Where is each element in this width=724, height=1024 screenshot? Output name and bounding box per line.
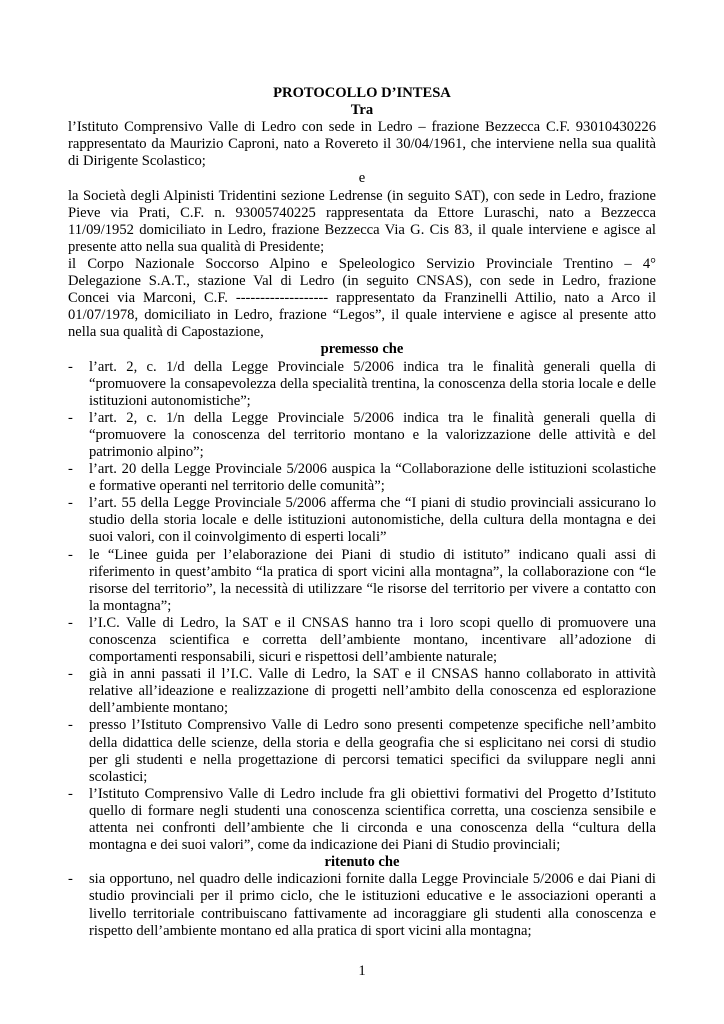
text-line: Pieve via Prati, C.F. n. 93005740225 rappresentata da Ettore Luraschi, nato a Bezzecca <box>68 204 656 221</box>
text-line: l’Istituto Comprensivo Valle di Ledro con sede in Ledro – frazione Bezzecca C.F. 93010430226 <box>68 119 656 136</box>
text-line: “promuovere la consapevolezza della specialità trentina, la conoscenza della storia locale e delle <box>89 375 656 392</box>
text-line: la Società degli Alpinisti Tridentini sezione Ledrense (in seguito SAT), con sede in Ledro, frazione <box>68 187 656 204</box>
list-item <box>68 786 656 854</box>
bullet-dash: - <box>68 358 73 375</box>
bullet-dash: - <box>68 461 73 478</box>
bullet-dash: - <box>68 495 73 512</box>
list-item <box>68 547 656 615</box>
list-item <box>68 461 656 495</box>
text-line: attenta nei confronti dell’ambiente che li circonda e una conoscenza della “cultura della <box>89 820 656 837</box>
text-line: della didattica delle scienze, della storia e della geografia che si esplicitano nei corsi di studio <box>89 734 656 751</box>
text-line: la montagna”; <box>89 597 172 614</box>
text-line: le “Linee guida per l’elaborazione dei Piani di studio di istituto” indicano quali assi di <box>89 546 656 563</box>
text-line: presente atto nella sua qualità di Presidente; <box>68 238 325 255</box>
document-body <box>68 85 656 940</box>
text-line: l’Istituto Comprensivo Valle di Ledro include fra gli obiettivi formativi del Progetto d’Istituto <box>89 785 656 802</box>
document-title: PROTOCOLLO D’INTESA <box>273 85 451 101</box>
text-line: dell’ambiente montano; <box>89 700 229 717</box>
text-line: livello territoriale contribuiscano fattivamente ad incoraggiare gli studenti alla conoscenza e <box>89 905 656 922</box>
text-line: l’art. 2, c. 1/n della Legge Provinciale 5/2006 indica tra le finalità generali quella di <box>89 409 656 426</box>
tra-heading: Tra <box>350 102 374 119</box>
text-line: l’art. 55 della Legge Provinciale 5/2006 afferma che “I piani di studio provinciali assicurano lo <box>89 495 656 512</box>
text-line: conoscenza scientifica e corretta dell’ambiente montano, incentivare all’adozione di <box>89 632 656 648</box>
text-line: Concei via Marconi, C.F. ------------------- rappresentato da Franzinelli Attilio, nato a Arco il <box>68 290 656 307</box>
text-line: l’I.C. Valle di Ledro, la SAT e il CNSAS hanno tra i loro scopi quello di promuovere una <box>89 614 656 631</box>
text-line: quello di formare negli studenti una conoscenza scientifica corretta, una coscienza sensibile e <box>89 802 656 819</box>
list-item <box>68 871 656 939</box>
list-item <box>68 615 656 666</box>
ritenuto-heading: ritenuto che <box>324 854 400 871</box>
text-line: studio provinciali per il primo ciclo, che le istituzioni educative e le associazioni operanti a <box>89 888 656 905</box>
text-line: relative all’ideazione e realizzazione di progetti nell’ambito della conoscenza ed esplorazione <box>89 683 656 700</box>
text-line: l’art. 2, c. 1/d della Legge Provinciale 5/2006 indica tra le finalità generali quella di <box>89 358 656 375</box>
list-item <box>68 495 656 546</box>
text-line: il Corpo Nazionale Soccorso Alpino e Speleologico Servizio Provinciale Trentino – 4° <box>68 255 656 272</box>
text-line: riferimento in quest’ambito “la pratica di sport vicini alla montagna”, la collaborazione con “le <box>89 563 656 580</box>
text-line: Delegazione S.A.T., stazione Val di Ledro (in seguito CNSAS), con sede in Ledro, frazione <box>68 273 656 290</box>
premesso-heading: premesso che <box>320 341 404 358</box>
text-line: 11/09/1952 domiciliato in Ledro, frazione Bezzecca Via G. Cis 83, il quale interviene e agisce al <box>68 221 656 238</box>
text-line: già in anni passati il l’I.C. Valle di Ledro, la SAT e il CNSAS hanno collaborato in attività <box>89 666 656 683</box>
party-istituto <box>68 119 656 170</box>
text-line: istituzioni autonomistiche”; <box>89 392 251 409</box>
text-line: presso l’Istituto Comprensivo Valle di Ledro sono presenti competenze specifiche nell’ambito <box>89 717 656 734</box>
bullet-dash: - <box>68 546 73 563</box>
bullet-dash: - <box>68 409 73 426</box>
bullet-dash: - <box>68 785 73 802</box>
text-line: rispetto dell’ambiente montano ed alla pratica di sport vicini alla montagna; <box>89 922 532 939</box>
text-line: patrimonio alpino”; <box>89 443 204 460</box>
text-line: comportamenti responsabili, sicuri e rispettosi dell’ambiente naturale; <box>89 649 498 666</box>
text-line: suoi valori, con il coinvolgimento di esperti locali” <box>89 529 387 546</box>
bullet-dash: - <box>68 717 73 734</box>
list-item <box>68 359 656 410</box>
text-line: sia opportuno, nel quadro delle indicazioni fornite dalla Legge Provinciale 5/2006 e dai Piani di <box>89 871 656 888</box>
list-item <box>68 410 656 461</box>
text-line: rappresentato da Maurizio Caproni, nato a Rovereto il 30/04/1961, che interviene nella sua qualità <box>68 136 656 153</box>
party-sat <box>68 188 656 256</box>
text-line: di Dirigente Scolastico; <box>68 153 206 170</box>
text-line: montagna e dei suoi valori”, come da indicazione dei Piani di Studio provinciali; <box>89 837 561 854</box>
text-line: 01/07/1978, domiciliato in Ledro, frazione “Legos”, il quale interviene e agisce al presente atto <box>68 307 656 324</box>
text-line: “promuovere la conoscenza del territorio montano e la valorizzazione delle attività e del <box>89 426 656 443</box>
list-item <box>68 666 656 717</box>
text-line: studio della storia locale e delle istituzioni autonomistiche, della cultura della montagna e dei <box>89 512 656 529</box>
text-line: risorse del territorio”, la necessità di utilizzare “le risorse del territorio per vivere a contatto con <box>89 580 656 597</box>
text-line: scolastici; <box>89 768 148 785</box>
bullet-dash: - <box>68 614 73 631</box>
bullet-dash: - <box>68 666 73 683</box>
party-cnsas <box>68 256 656 341</box>
premesso-list <box>68 359 656 855</box>
text-line: nella sua qualità di Capostazione, <box>68 324 264 341</box>
list-item <box>68 717 656 785</box>
text-line: e formative operanti nel territorio delle comunità”; <box>89 478 385 495</box>
bullet-dash: - <box>68 871 73 888</box>
text-line: per gli studenti e nella progettazione di percorsi tematici specifici da sviluppare negli anni <box>89 751 656 768</box>
ritenuto-list <box>68 871 656 939</box>
page-number: 1 <box>358 963 366 979</box>
text-line: l’art. 20 della Legge Provinciale 5/2006 auspica la “Collaborazione delle istituzioni scolastiche <box>89 461 656 478</box>
conjunction-e: e <box>358 170 366 187</box>
